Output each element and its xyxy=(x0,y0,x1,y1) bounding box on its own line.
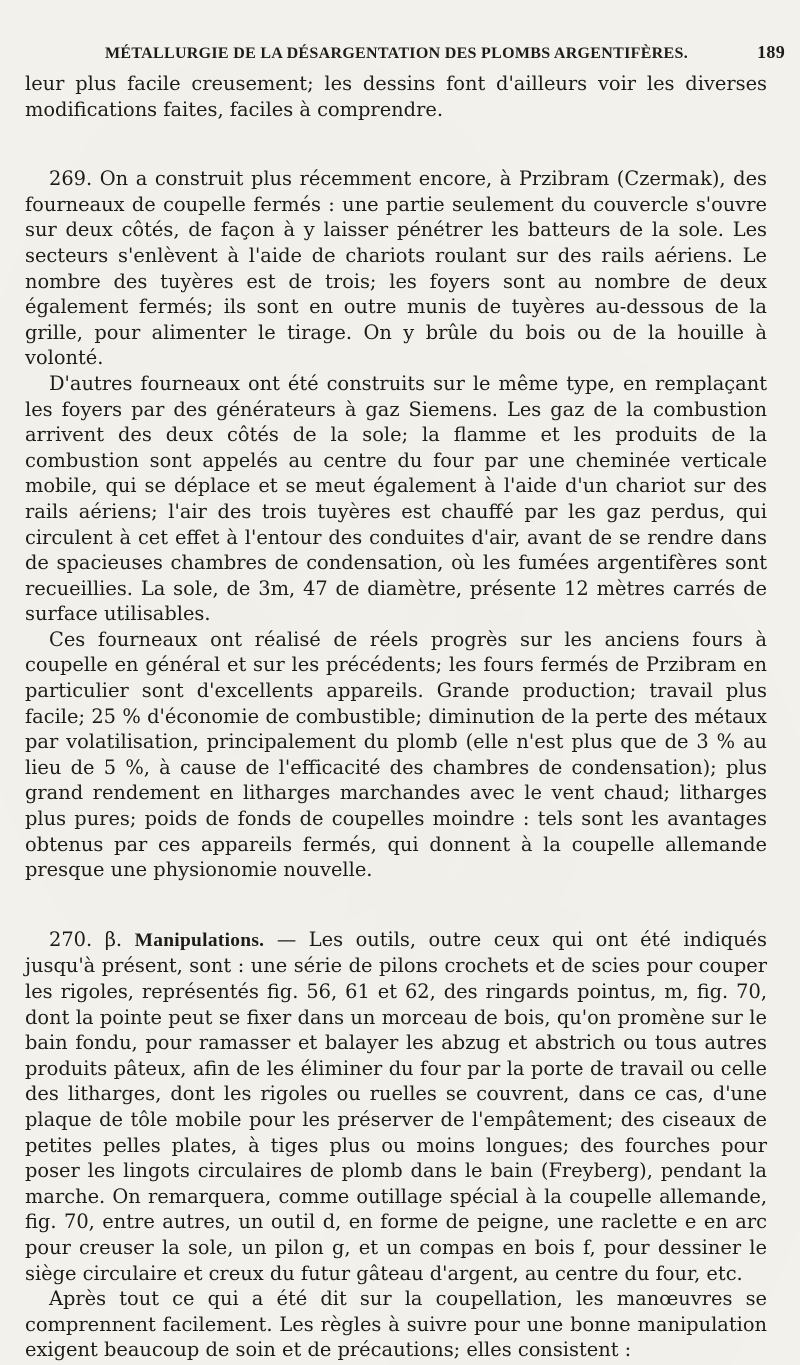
paragraph-269 xyxy=(25,166,767,371)
paragraph-advantages xyxy=(25,627,767,883)
paragraph-text: leur plus facile creusement; les dessins font d'ailleurs voir les diverses modifications faites, faciles à comprendre. xyxy=(25,72,767,121)
section-number: 270. xyxy=(49,927,93,951)
paragraph-text: D'autres fourneaux ont été construits sur le même type, en remplaçant les foyers par des générateurs à gaz Siemens. Les gaz de la combustion arrivent des deux côtés de la sole; la flamme et les produits de la combustion sont appelés au centre du four par une cheminée verticale mobile, qui se déplace et se meut également à l'aide d'un chariot sur des rails aériens; l'air des trois tuyères est chauffé par les gaz perdus, qui circulent à cet effet à l'entour des conduites d'air, avant de se rendre dans de spacieuses chambres de condensation, où les fumées argentifères sont recueillies. La sole, de 3m, 47 de diamètre, présente 12 mètres carrés de surface utilisables. xyxy=(25,371,767,626)
page-header xyxy=(105,42,785,66)
paragraph-text: — Les outils, outre ceux qui ont été indiqués jusqu'à présent, sont : une série de pilons crochets et de scies pour couper les rigoles, représentés fig. 56, 61 et 62, des ringards pointus, m, fig. 70, dont la pointe peut se fixer dans un morceau de bois, qu'on promène sur le bain fondu, pour ramasser et balayer les abzug et abstrich ou tous autres produits pâteux, afin de les éliminer du four par la porte de travail ou celle des litharges, dont les rigoles ou ruelles se couvrent, dans ce cas, d'une plaque de tôle mobile pour les préserver de l'empâtement; des ciseaux de petites pelles plates, à tiges plus ou moins longues; des fourches pour poser les lingots circulaires de plomb dans le bain (Freyberg), pendant la marche. On remarquera, comme outillage spécial à la coupelle allemande, fig. 70, entre autres, un outil d, en forme de peigne, une raclette e en arc pour creuser la sole, un pilon g, et un compas en bois f, pour dessiner le siège circulaire et creux du futur gâteau d'argent, au centre du four, etc. xyxy=(25,927,767,1285)
paragraph-continuation xyxy=(25,71,767,122)
section-number: 269. xyxy=(49,167,93,191)
running-head: MÉTALLURGIE DE LA DÉSARGENTATION DES PLOMBS ARGENTIFÈRES. xyxy=(105,45,688,62)
greek-marker: β. xyxy=(104,927,123,951)
paragraph-text: On a construit plus récemment encore, à Przibram (Czermak), des fourneaux de coupelle fermés : une partie seulement du couvercle s'ouvre sur deux côtés, de façon à y laisser pénétrer les batteurs de la sole. Les secteurs s'enlèvent à l'aide de chariots roulant sur des rails aériens. Le nombre des tuyères est de trois; les foyers sont au nombre de deux également fermés; ils sont en outre munis de tuyères au-dessous de la grille, pour alimenter le tirage. On y brûle du bois ou de la houille à volonté. xyxy=(25,167,767,370)
paragraph-text: Après tout ce qui a été dit sur la coupellation, les manœuvres se comprennent facilement. Les règles à suivre pour une bonne manipulation exigent beaucoup de soin et de précautions; elles consistent : xyxy=(25,1287,767,1362)
section-title: Manipulations. xyxy=(134,929,265,951)
paragraph-siemens xyxy=(25,371,767,627)
page-number: 189 xyxy=(757,42,785,62)
paragraph-rules xyxy=(25,1286,767,1363)
paragraph-text: Ces fourneaux ont réalisé de réels progrès sur les anciens fours à coupelle en général et sur les précédents; les fours fermés de Przibram en particulier sont d'excellents appareils. Grande production; travail plus facile; 25 % d'économie de combustible; diminution de la perte des métaux par volatilisation, principalement du plomb (elle n'est plus que de 3 % au lieu de 5 %, à cause de l'efficacité des chambres de condensation); plus grand rendement en litharges marchandes avec le vent chaud; litharges plus pures; poids de fonds de coupelles moindre : tels sont les avantages obtenus par ces appareils fermés, qui donnent à la coupelle allemande presque une physionomie nouvelle. xyxy=(25,627,767,882)
body-text xyxy=(25,71,767,1363)
paragraph-270 xyxy=(25,927,767,1286)
